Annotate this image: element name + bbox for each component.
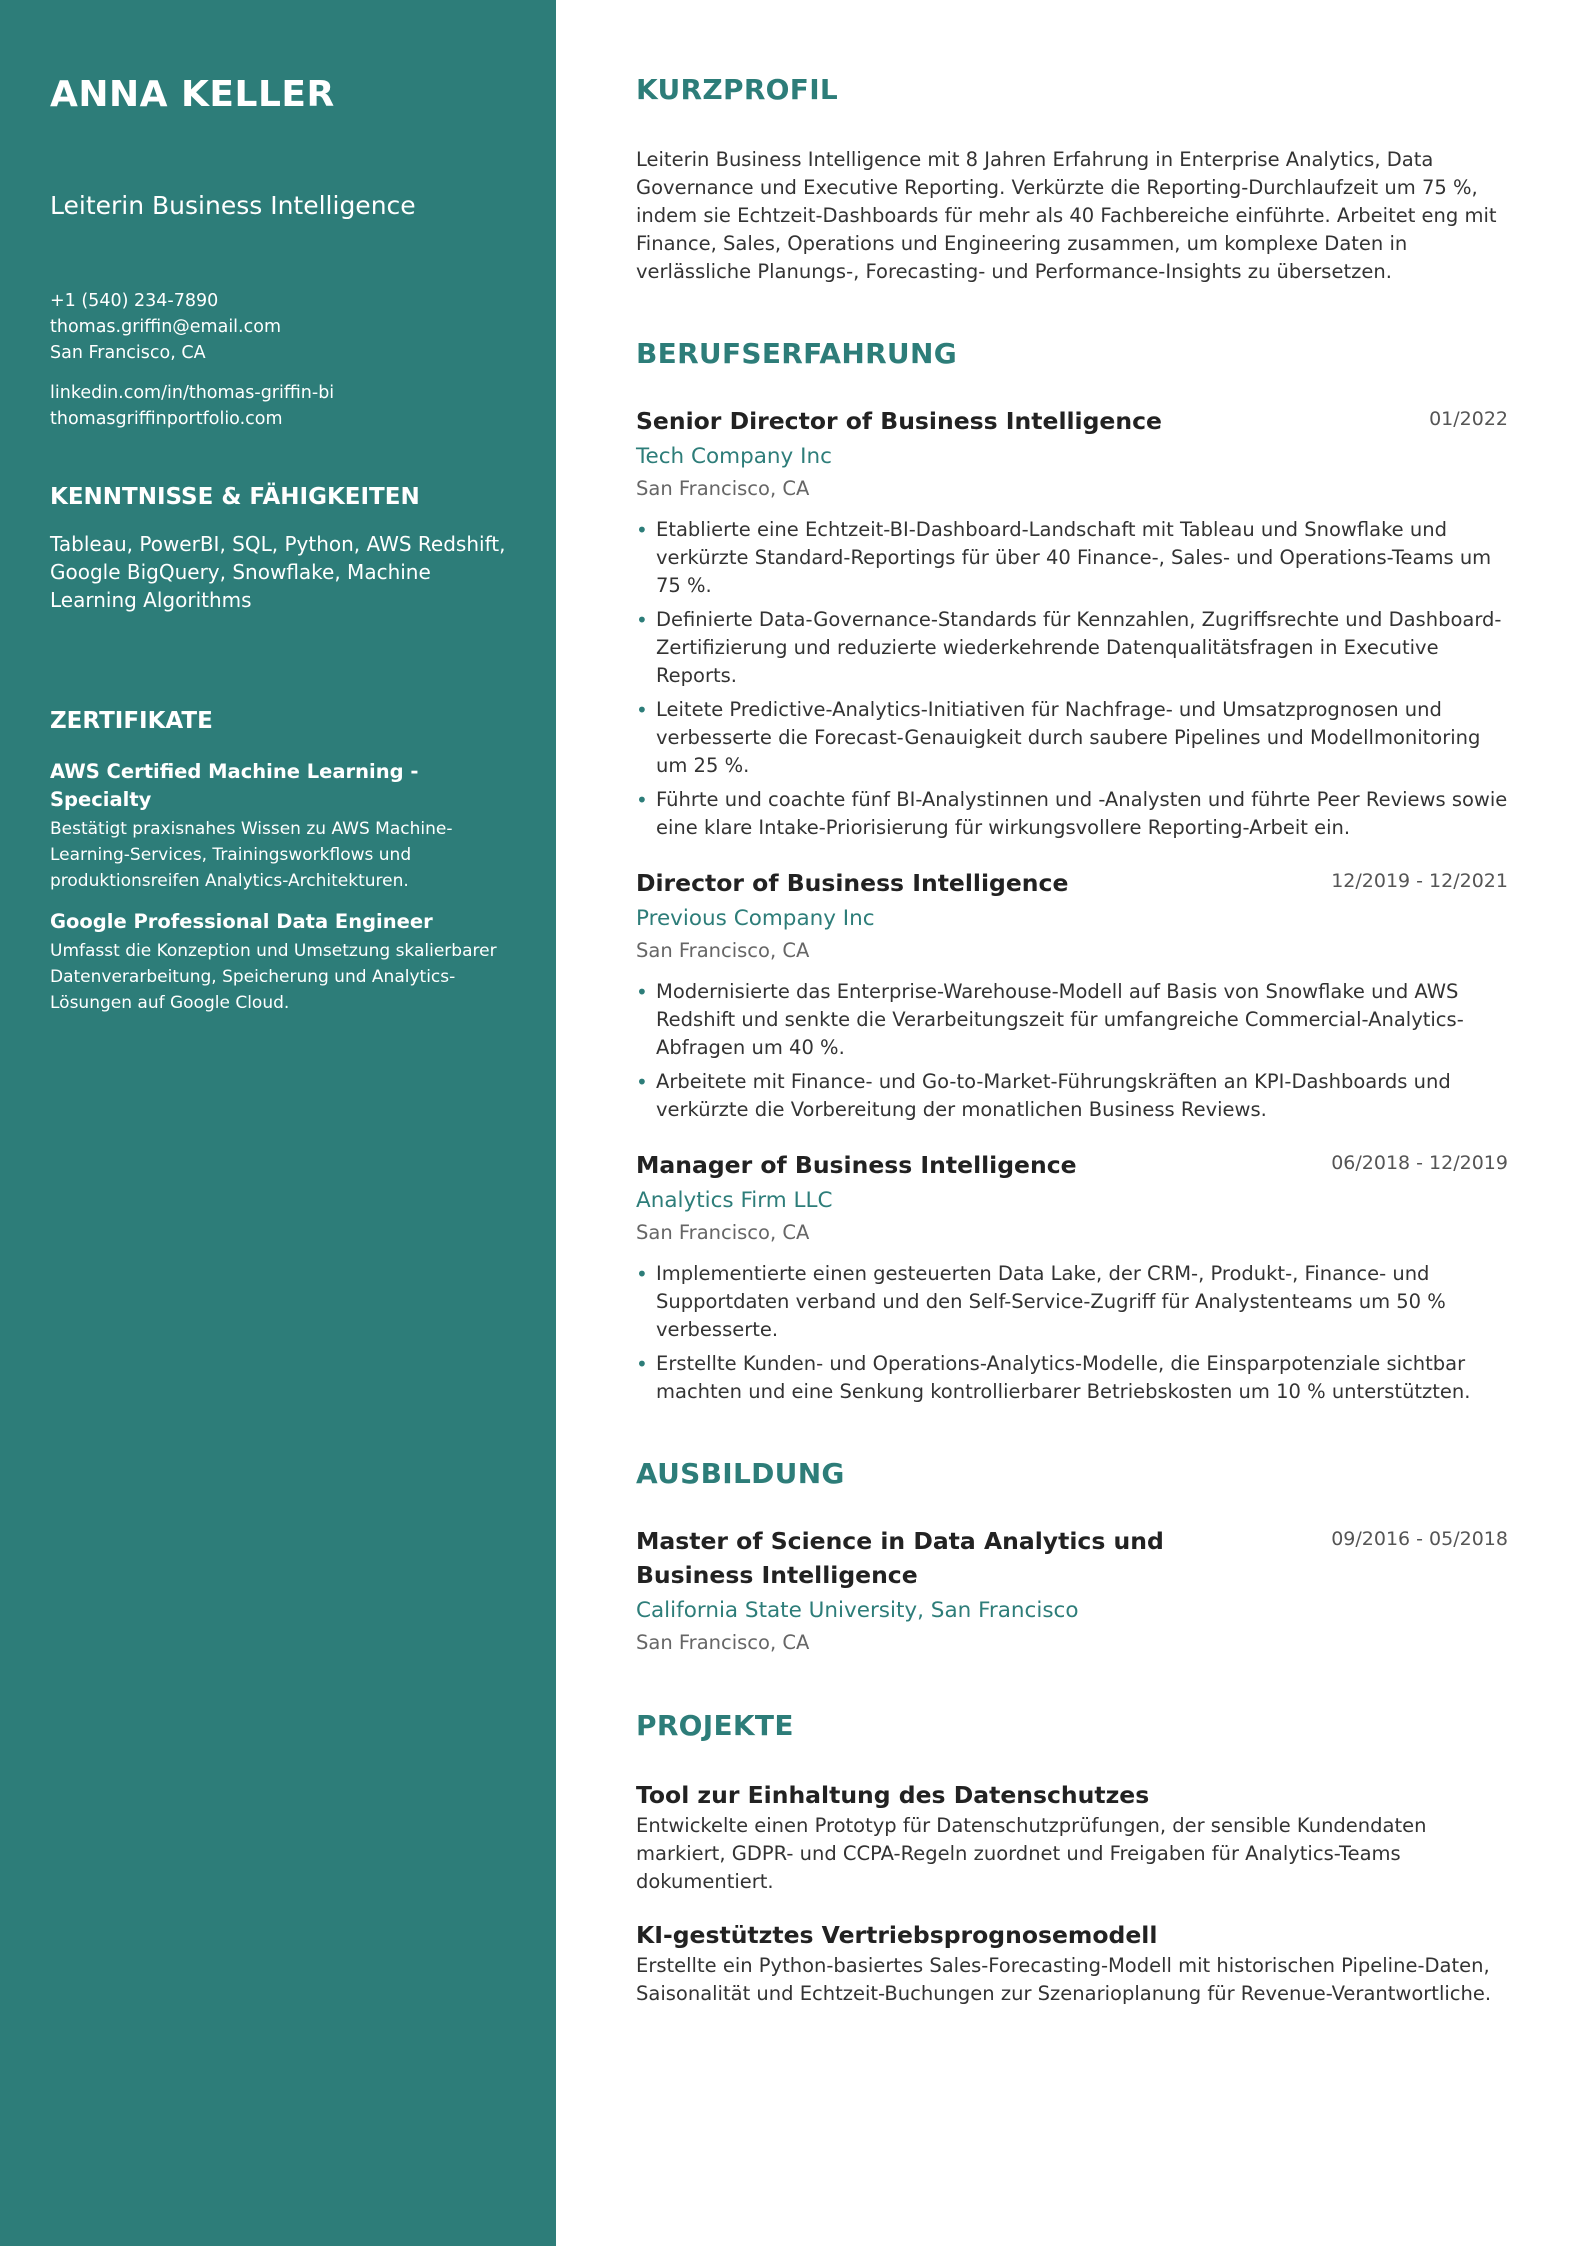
bullet-item: • Führte und coachte fünf BI-Analystinnen und -Analysten und führte Peer Reviews sowie eine klare Intake-Priorisierung für wirkungsvollere Reporting-Arbeit ein.: [636, 786, 1508, 842]
project-description: Erstellte ein Python-basiertes Sales-Forecasting-Modell mit historischen Pipeline-Daten, Saisonalität und Echtzeit-Buchungen zur Szenarioplanung für Revenue-Verantwortliche.: [636, 1954, 1492, 2005]
candidate-title: Leiterin Business Intelligence: [50, 191, 416, 220]
experience-heading: BERUFSERFAHRUNG: [636, 337, 957, 370]
project-entry: [636, 1778, 1508, 1896]
candidate-name: ANNA KELLER: [50, 74, 335, 115]
cert-description: Umfasst die Konzeption und Umsetzung skalierbarer Datenverarbeitung, Speicherung und Analytics-Lösungen auf Google Cloud.: [50, 941, 497, 1013]
job-location: San Francisco, CA: [636, 939, 810, 962]
degree-title: Master of Science in Data Analytics und Business Intelligence: [636, 1527, 1164, 1589]
education-entry: [636, 1524, 1508, 1658]
education-heading: AUSBILDUNG: [636, 1457, 845, 1490]
bullet-item: • Arbeitete mit Finance- und Go-to-Market-Führungskräften an KPI-Dashboards und verkürzte die Vorbereitung der monatlichen Business Reviews.: [636, 1068, 1508, 1124]
summary-heading: KURZPROFIL: [636, 73, 839, 106]
job-date: 06/2018 - 12/2019: [1331, 1152, 1508, 1174]
job-title: Senior Director of Business Intelligence: [636, 407, 1162, 435]
projects-heading: PROJEKTE: [636, 1709, 794, 1742]
bullet-item: • Erstellte Kunden- und Operations-Analytics-Modelle, die Einsparpotenziale sichtbar machten und eine Senkung kontrollierbarer Betriebskosten um 10 % unterstützten.: [636, 1350, 1508, 1406]
job-bullets: [636, 1260, 1508, 1406]
job-location: San Francisco, CA: [636, 1221, 810, 1244]
skills-heading: KENNTNISSE & FÄHIGKEITEN: [50, 484, 420, 510]
job-bullets: [636, 978, 1508, 1124]
job-company: Previous Company Inc: [636, 906, 875, 931]
job-location: San Francisco, CA: [636, 477, 810, 500]
bullet-item: • Definierte Data-Governance-Standards für Kennzahlen, Zugriffsrechte und Dashboard-Zertifizierung und reduzierte wiederkehrende Datenqualitätsfragen in Executive Reports.: [636, 606, 1508, 690]
job-title: Director of Business Intelligence: [636, 869, 1069, 897]
project-entry: [636, 1918, 1508, 2008]
linkedin-link[interactable]: linkedin.com/in/thomas-griffin-bi: [50, 383, 335, 403]
education-date: 09/2016 - 05/2018: [1331, 1528, 1508, 1550]
portfolio-link[interactable]: thomasgriffinportfolio.com: [50, 409, 283, 429]
job-entry: [636, 1148, 1508, 1406]
job-company: Tech Company Inc: [636, 444, 832, 469]
skills-list: Tableau, PowerBI, SQL, Python, AWS Redshift, Google BigQuery, Snowflake, Machine Learning Algorithms: [50, 532, 506, 612]
job-company: Analytics Firm LLC: [636, 1188, 833, 1213]
contact-location: San Francisco, CA: [50, 343, 206, 363]
job-entry: [636, 866, 1508, 1124]
summary-text: Leiterin Business Intelligence mit 8 Jahren Erfahrung in Enterprise Analytics, Data Governance und Executive Reporting. Verkürzte die Reporting-Durchlaufzeit um 75 %, indem sie Echtzeit-Dashboards für mehr als 40 Fachbereiche einführte. Arbeitet eng mit Finance, Sales, Operations und Engineering zusammen, um komplexe Daten in verlässliche Planungs-, Forecasting- und Performance-Insights zu übersetzen.: [636, 148, 1497, 283]
contact-block: [50, 288, 506, 366]
links-block: [50, 380, 506, 432]
cert-item: [50, 908, 506, 1016]
job-date: 12/2019 - 12/2021: [1331, 870, 1508, 892]
bullet-item: • Modernisierte das Enterprise-Warehouse-Modell auf Basis von Snowflake und AWS Redshift und senkte die Verarbeitungszeit für umfangreiche Commercial-Analytics-Abfragen um 40 %.: [636, 978, 1508, 1062]
job-entry: [636, 404, 1508, 842]
school-location: San Francisco, CA: [636, 1631, 810, 1654]
contact-email[interactable]: thomas.griffin@email.com: [50, 317, 281, 337]
main-content: [636, 72, 1508, 2008]
project-title: Tool zur Einhaltung des Datenschutzes: [636, 1781, 1150, 1809]
sidebar: [0, 0, 556, 2246]
contact-phone[interactable]: +1 (540) 234-7890: [50, 291, 219, 311]
school-name: California State University, San Francisco: [636, 1598, 1079, 1623]
job-title: Manager of Business Intelligence: [636, 1151, 1077, 1179]
certs-heading: ZERTIFIKATE: [50, 708, 213, 734]
bullet-item: • Implementierte einen gesteuerten Data Lake, der CRM-, Produkt-, Finance- und Supportdaten verband und den Self-Service-Zugriff für Analystenteams um 50 % verbesserte.: [636, 1260, 1508, 1344]
job-bullets: [636, 516, 1508, 842]
bullet-item: • Etablierte eine Echtzeit-BI-Dashboard-Landschaft mit Tableau und Snowflake und verkürzte Standard-Reportings für über 40 Finance-, Sales- und Operations-Teams um 75 %.: [636, 516, 1508, 600]
project-title: KI-gestütztes Vertriebsprognosemodell: [636, 1921, 1158, 1949]
cert-name: Google Professional Data Engineer: [50, 910, 433, 933]
cert-description: Bestätigt praxisnahes Wissen zu AWS Machine-Learning-Services, Trainingsworkflows und produktionsreifen Analytics-Architekturen.: [50, 819, 453, 891]
cert-item: [50, 758, 506, 894]
job-date: 01/2022: [1429, 408, 1508, 430]
bullet-item: • Leitete Predictive-Analytics-Initiativen für Nachfrage- und Umsatzprognosen und verbesserte die Forecast-Genauigkeit durch saubere Pipelines und Modellmonitoring um 25 %.: [636, 696, 1508, 780]
project-description: Entwickelte einen Prototyp für Datenschutzprüfungen, der sensible Kundendaten markiert, GDPR- und CCPA-Regeln zuordnet und Freigaben für Analytics-Teams dokumentiert.: [636, 1814, 1427, 1893]
cert-name: AWS Certified Machine Learning - Specialty: [50, 760, 419, 811]
